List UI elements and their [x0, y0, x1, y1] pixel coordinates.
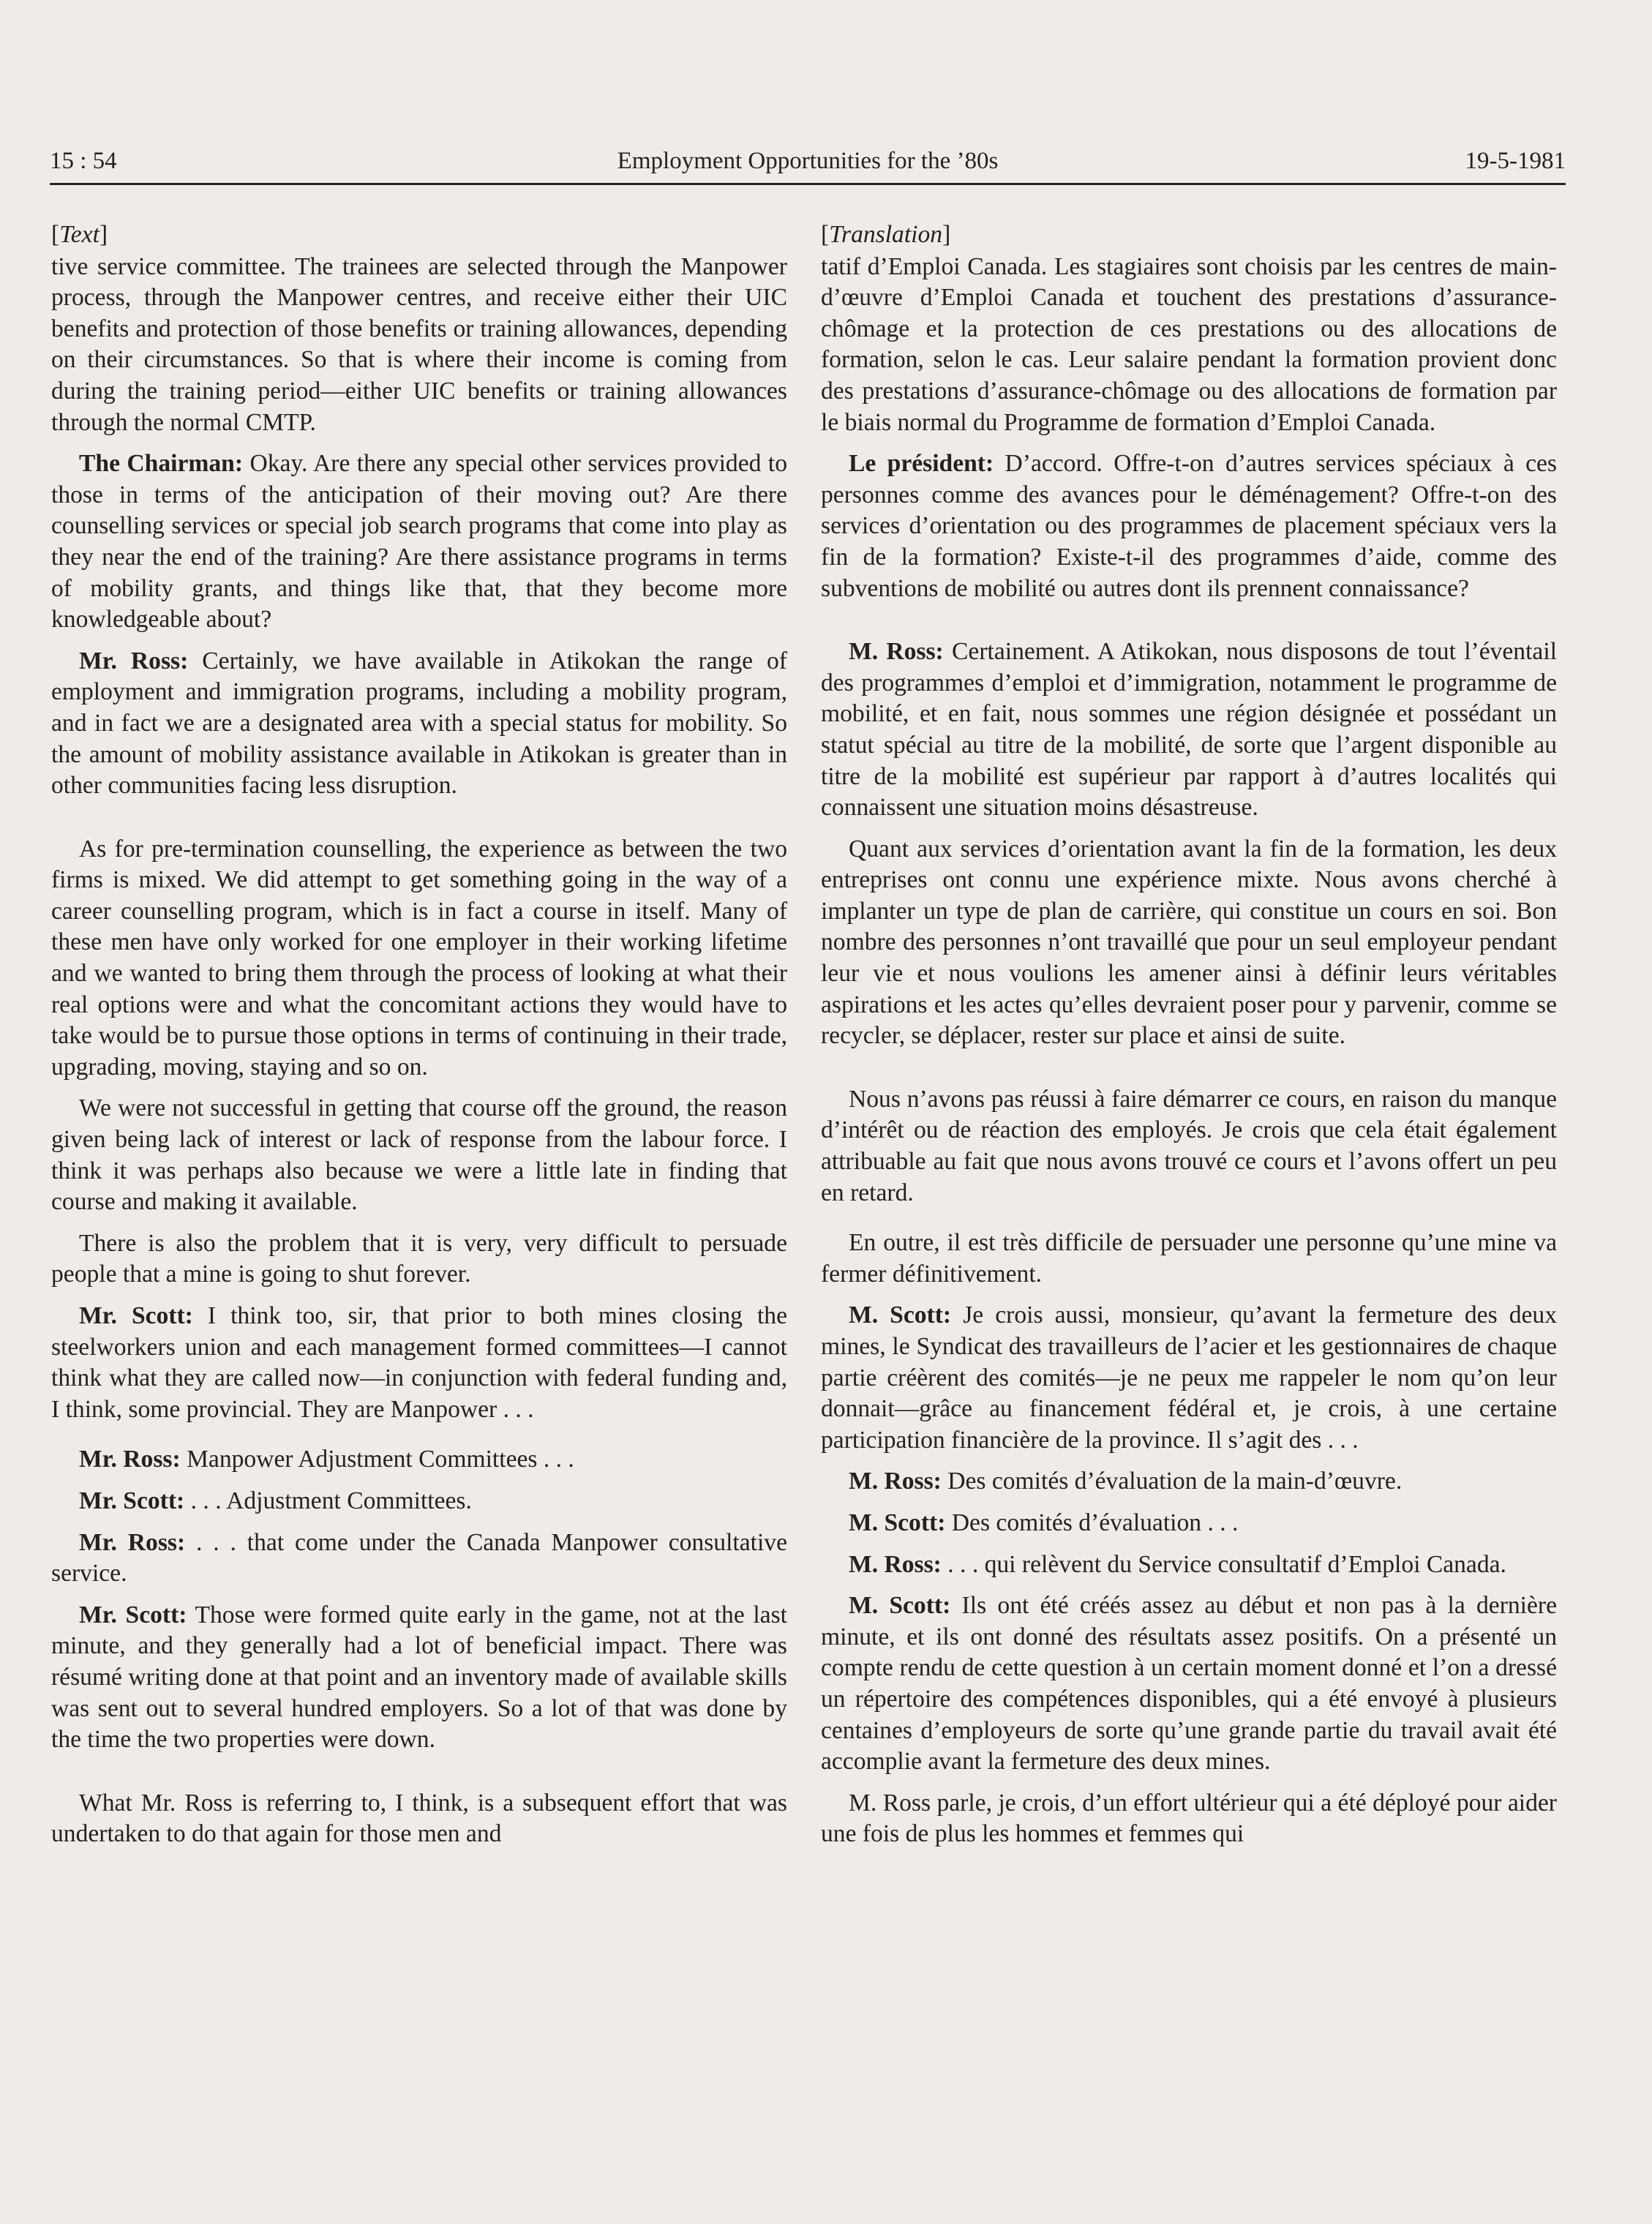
paragraph: Quant aux services d’orientation avant la fin de la formation, les deux entreprises ont connu une expérience mixte. Nous avons cherché à implanter un type de plan de carrière, qui constitue un cours en soi. Bon nombre des personnes n’ont travaillé que pour un seul employeur pendant leur vie et nous voulions les amener ainsi à définir leurs véritables aspirations et les actes qu’elles devraient poser pour y parvenir, comme se recycler, se déplacer, rester sur place et ainsi de suite. [821, 835, 1557, 1050]
speaker-name: Mr. Ross: [79, 647, 189, 675]
speaker-name: M. Scott: [849, 1301, 952, 1329]
paragraph: En outre, il est très difficile de persuader une personne qu’une mine va fermer définitivement. [821, 1229, 1557, 1288]
speech-text: . . . qui relèvent du Service consultatif d’Emploi Canada. [941, 1550, 1506, 1578]
paragraph [51, 1444, 787, 1476]
paragraph [821, 1466, 1557, 1498]
paragraph [51, 1486, 787, 1517]
paragraph [821, 1300, 1557, 1456]
paragraph [51, 1600, 787, 1756]
paragraph: As for pre-termination counselling, the experience as between the two firms is mixed. We did attempt to get something going in the way of a career counselling program, which is in fact a course in itself. Many of these men have only worked for one employer in their working lifetime and we wanted to bring them through the process of looking at what their real options were and what the concomitant actions they would have to take would be to pursue those options in terms of continuing in their trade, upgrading, moving, staying and so on. [51, 835, 787, 1081]
paragraph [51, 1301, 787, 1425]
paragraph [821, 636, 1557, 824]
page-header [50, 145, 1566, 186]
speaker-name: M. Ross: [849, 1468, 942, 1495]
speech-text: Certainly, we have available in Atikokan the range of employment and immigration programs, including a mobility program, and in fact we are a designated area with a special status for mobility. So the amount of mobility assistance available in Atikokan is greater than in other communities facing less disruption. [51, 647, 787, 800]
speech-text: D’accord. Offre-t-on d’autres services spéciaux à ces personnes comme des avances pour le déménagement? Offre-t-on des services d’orientation ou des programmes de placement spéciaux vers la fin de la formation? Existe-t-il des programmes d’aide, comme des subventions de mobilité ou autres dont ils prennent connaissance? [821, 450, 1557, 602]
speaker-name: Mr. Ross: [79, 1528, 186, 1556]
speech-text: Des comités d’évaluation . . . [945, 1509, 1239, 1536]
speaker-name: Le président: [849, 450, 994, 478]
speaker-name: M. Ross: [849, 1550, 942, 1578]
paragraph: M. Ross parle, je crois, d’un effort ultérieur qui a été déployé pour aider une fois de plus les hommes et femmes qui [821, 1789, 1557, 1848]
paragraph [821, 448, 1557, 604]
paragraph [51, 646, 787, 802]
speech-text: Ils ont été créés assez au début et non pas à la dernière minute, et ils ont donné des résultats assez positifs. On a présenté un compte rendu de cette question à un certain moment donné et l’on a dressé un répertoire des compétences disponibles, qui a été envoyé à plusieurs centaines d’employeurs de sorte qu’une grande partie du travail avait été accomplie avant la fermeture des deux mines. [821, 1592, 1557, 1776]
paragraph [821, 1549, 1557, 1581]
speech-text: Okay. Are there any special other services provided to those in terms of the anticipation of their moving out? Are there counselling services or special job search programs that come into play as they near the end of the training? Are there assistance programs in terms of mobility grants, and things like that, that they become more knowledgeable about? [51, 450, 787, 634]
column-label: [ Translation ] [821, 219, 1557, 251]
speaker-name: M. Scott: [849, 1592, 951, 1620]
paragraph: Nous n’avons pas réussi à faire démarrer ce cours, en raison du manque d’intérêt ou de réaction des employés. Je crois que cela était également attribuable au fait que nous avons trouvé ce cours et l’avons offert un peu en retard. [821, 1085, 1557, 1206]
speech-text: Je crois aussi, monsieur, qu’avant la fermeture des deux mines, le Syndicat des travailleurs de l’acier et les gestionnaires de chaque partie créèrent des comités—je ne peux me rappeler le nom qu’on leur donnait—grâce au financement fédéral et, je crois, à une certaine participation financière de la province. Il s’agit des . . . [821, 1301, 1557, 1454]
speaker-name: Mr. Scott: [79, 1601, 187, 1628]
speech-text: Manpower Adjustment Committees . . . [180, 1446, 574, 1473]
header-rule [50, 183, 1566, 185]
speech-text: Des comités d’évaluation de la main-d’œuvre. [941, 1468, 1403, 1495]
speaker-name: M. Scott: [849, 1509, 946, 1536]
running-title: Employment Opportunities for the ’80s [617, 148, 999, 174]
paragraph [51, 1528, 787, 1590]
paragraph [51, 448, 787, 636]
page-number: 15 : 54 [50, 148, 117, 174]
paragraph: tive service committee. The trainees are selected through the Manpower process, through the Manpower centres, and receive either their UIC benefits and protection of those benefits or training allowances, depending on their circumstances. So that is where their income is coming from during the training period—either UIC benefits or training allowances through the normal CMTP. [51, 252, 787, 436]
paragraph [821, 1508, 1557, 1539]
speaker-name: Mr. Scott: [79, 1302, 193, 1329]
paragraph: There is also the problem that it is very, very difficult to persuade people that a mine is going to shut forever. [51, 1229, 787, 1288]
speech-text: . . . that come under the Canada Manpower consultative service. [51, 1528, 787, 1588]
speech-text: Those were formed quite early in the game, not at the last minute, and they generally had a lot of beneficial impact. There was résumé writing done at that point and an inventory made of available skills was sent out to several hundred employers. So a lot of that was done by the time the two properties were down. [51, 1601, 787, 1754]
speech-text: I think too, sir, that prior to both mines closing the steelworkers union and each management formed committees—I cannot think what they are called now—in conjunction with federal funding and, I think, some provincial. They are Manpower . . . [51, 1302, 788, 1423]
speaker-name: M. Ross: [849, 638, 944, 666]
english-column [51, 219, 787, 1860]
date: 19-5-1981 [1465, 148, 1566, 174]
paragraph: tatif d’Emploi Canada. Les stagiaires sont choisis par les centres de main-d’œuvre d’Emploi Canada et touchent des prestations d’assurance-chômage et la protection de ces prestations ou des allocations de formation, selon le cas. Leur salaire pendant la formation provient donc des prestations d’assurance-chômage ou des allocations de formation par le biais normal du Programme de formation d’Emploi Canada. [821, 252, 1557, 436]
paragraph: We were not successful in getting that course off the ground, the reason given being lack of interest or lack of response from the labour force. I think it was perhaps also because we were a little late in finding that course and making it available. [51, 1094, 787, 1216]
speech-text: . . . Adjustment Committees. [184, 1487, 472, 1514]
paragraph: What Mr. Ross is referring to, I think, is a subsequent effort that was undertaken to do that again for those men and [51, 1789, 787, 1848]
speaker-name: Mr. Ross: [79, 1446, 181, 1473]
speaker-name: The Chairman: [79, 450, 243, 478]
speech-text: Certainement. A Atikokan, nous disposons de tout l’éventail des programmes d’emploi et d’immigration, notamment le programme de mobilité, et en fait, nous sommes une région désignée et possédant un statut spécial au titre de la mobilité, de sorte que l’argent disponible au titre de la mobilité est supérieur par rapport à d’autres localités qui connaissent une situation moins désastreuse. [821, 638, 1557, 822]
paragraph [821, 1590, 1557, 1778]
column-label: [ Text ] [51, 219, 787, 251]
translation-column [821, 219, 1557, 1860]
speaker-name: Mr. Scott: [79, 1487, 185, 1514]
